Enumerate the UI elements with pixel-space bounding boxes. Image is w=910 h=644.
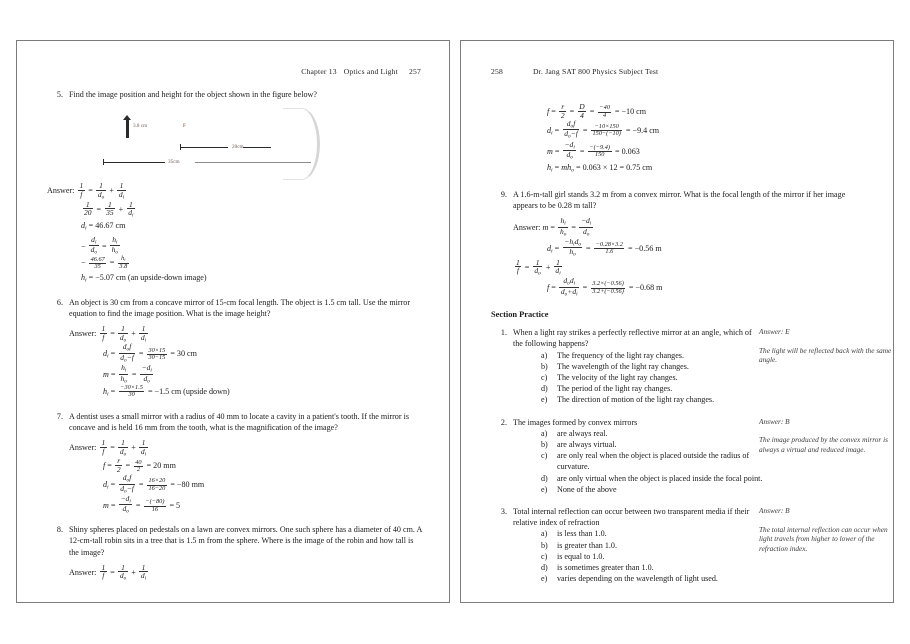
choice-text: are only virtual when the object is placed inside the focal point. [557, 473, 763, 483]
problem-stem: A 1.6-m-tall girl stands 3.2 m from a convex mirror. What is the focal length of the mirror if her image appears to be 0.28 m tall? [513, 189, 846, 210]
choice-option[interactable] [541, 484, 763, 495]
margin-answer [759, 506, 894, 553]
choice-option[interactable] [541, 361, 763, 372]
math-line: $d_i$ = $\frac{-h_id_o}{h_o}$ = $\frac{-0.28\times 3.2}{1.6}$ = −0.56 m [547, 236, 662, 258]
mirror-arc-shape [283, 108, 320, 180]
choice-text: varies depending on the wavelength of light used. [557, 574, 718, 584]
choice-text: The frequency of the light ray changes. [557, 350, 684, 360]
problem-number: 6. [56, 297, 63, 307]
left-page-body [47, 89, 425, 582]
answer-explanation: The light will be reflected back with the same angle. [759, 345, 892, 365]
choice-letter: d) [541, 563, 548, 573]
problem-stem: A dentist uses a small mirror with a radius of 40 mm to locate a cavity in a patient's tooth. If the mirror is concave and is held 16 mm from the tooth, what is the magnification of the image? [69, 411, 409, 432]
choice-text: The velocity of the light ray changes. [557, 373, 678, 382]
problem-number: 5. [56, 90, 63, 99]
math-line: Answer: m = $\frac{h_i}{h_o}$ = $\frac{-d_i}{d_o}$ [513, 216, 592, 238]
choice-option[interactable] [541, 528, 763, 539]
object-distance-line [103, 162, 165, 163]
choice-option[interactable] [541, 350, 763, 361]
page-number-right: 258 [491, 67, 503, 76]
answer-key: Answer: B [759, 416, 790, 426]
choice-letter: a) [541, 428, 548, 438]
problem-8-solution [47, 564, 425, 582]
choice-option[interactable] [541, 473, 763, 484]
problem-6-solution [47, 325, 425, 402]
choice-text: The period of the light ray changes. [557, 384, 673, 394]
problem-9-solution [491, 217, 869, 297]
math-line: $\frac{1}{20}$ = $\frac{1}{35}$ + $\frac{1}{d_i}$ [84, 199, 134, 219]
focal-distance-line [180, 147, 228, 148]
choice-list [513, 350, 763, 406]
continued-solution-problem-8 [491, 103, 869, 178]
choice-option[interactable] [541, 551, 763, 562]
math-line: Answer: $\frac{1}{f}$ = $\frac{1}{d_o}$ + $\frac{1}{d_i}$ [69, 562, 147, 582]
math-line: m = $\frac{h_i}{h_o}$ = $\frac{-d_i}{d_o}$ [103, 363, 152, 385]
running-head-right [491, 67, 658, 76]
page-number-left: 257 [409, 67, 421, 76]
choice-letter: b) [541, 440, 548, 450]
page-left [16, 40, 450, 603]
math-line: Answer: $\frac{1}{f}$ = $\frac{1}{d_o}$ + $\frac{1}{d_i}$ [69, 437, 147, 457]
practice-question-1 [491, 327, 892, 405]
problem-7 [47, 411, 425, 433]
choice-text: is less than 1.0. [557, 529, 607, 539]
math-line: m = $\frac{-d_i}{d_o}$ = $\frac{-(-9.4)}{150}$ = 0.063 [547, 139, 640, 161]
problem-9 [491, 189, 869, 211]
figure-label-object-height: 3.8 cm [133, 123, 148, 130]
choice-list [513, 528, 763, 584]
choice-list [513, 428, 763, 495]
choice-letter: d) [541, 384, 548, 394]
problem-number: 9. [500, 189, 507, 199]
choice-option[interactable] [541, 439, 763, 450]
math-line: $d_i = 46.67$ cm [81, 220, 126, 232]
principal-axis-line [195, 162, 311, 163]
math-line: f = $\frac{r}{2}$ = $\frac{40}{2}$ = 20 mm [103, 456, 176, 474]
problem-8 [47, 524, 425, 558]
question-number: 1. [500, 328, 507, 338]
answer-key: Answer: B [759, 506, 790, 516]
section-heading: Section Practice [491, 310, 549, 320]
running-head-chapter: Chapter 13 [301, 67, 337, 76]
problem-6 [47, 297, 425, 319]
choice-option[interactable] [541, 372, 763, 383]
choice-letter: c) [541, 551, 548, 561]
choice-text: are only real when the object is placed outside the radius of curvature. [557, 451, 750, 472]
choice-text: The wavelength of the light ray changes. [557, 361, 689, 371]
choice-text: The direction of motion of the light ray changes. [557, 395, 715, 405]
object-tick-mark [103, 159, 104, 165]
choice-option[interactable] [541, 394, 763, 405]
choice-text: is equal to 1.0. [557, 551, 605, 561]
running-head-book-title: Dr. Jang SAT 800 Physics Subject Test [533, 67, 659, 76]
choice-text: is greater than 1.0. [557, 540, 618, 550]
choice-letter: e) [541, 484, 548, 494]
figure-label-focal-point: F [183, 123, 186, 130]
running-head-title: Optics and Light [343, 67, 398, 76]
problem-stem: An object is 30 cm from a concave mirror of 15-cm focal length. The object is 1.5 cm tall. Use the mirror equation to find the image position. What is the image height? [69, 297, 411, 318]
problem-stem: Shiny spheres placed on pedestals on a lawn are convex mirrors. One such sphere has a diameter of 40 cm. A 12-cm-tall robin sits in a tree that is 1.5 m from the sphere. Where is the image of the robin and how tall is the image? [69, 525, 422, 557]
answer-key: Answer: E [759, 327, 790, 337]
focal-tick-mark [180, 144, 181, 150]
choice-option[interactable] [541, 562, 763, 573]
problem-5-solution [47, 182, 425, 287]
question-body [491, 417, 763, 495]
choice-letter: e) [541, 574, 548, 584]
math-line: $h_i = mh_o = 0.063 \times 12 = 0.75$ cm [547, 162, 653, 174]
focal-distance-line-right [243, 147, 271, 148]
math-line: Answer: $\frac{1}{f}$ = $\frac{1}{d_o}$ + $\frac{1}{d_i}$ [47, 181, 125, 201]
problem-7-solution [47, 439, 425, 515]
right-page-body [491, 89, 892, 595]
margin-answer [759, 327, 894, 365]
page-right [460, 40, 894, 603]
question-text: When a light ray strikes a perfectly reflective mirror at an angle, which of the following happens? [513, 328, 752, 349]
choice-option[interactable] [541, 383, 763, 394]
object-arrow-icon [126, 119, 129, 138]
math-line: − $\frac{46.67}{35}$ = $\frac{h_i}{3.8}$ [81, 255, 128, 270]
choice-letter: c) [541, 373, 548, 382]
question-number: 2. [500, 417, 507, 427]
choice-text: are always virtual. [557, 440, 617, 450]
practice-question-3 [491, 506, 888, 584]
choice-letter: a) [541, 350, 548, 360]
question-number: 3. [500, 507, 507, 517]
math-line: $d_i$ = $\frac{d_of}{d_o-f}$ = $\frac{16\times 20}{16-20}$ = −80 mm [103, 472, 205, 494]
practice-question-2 [491, 416, 888, 495]
figure-label-object-distance: 35cm [168, 158, 180, 165]
math-line: $h_i$ = $\frac{-30\times 1.5}{30}$ = −1.5 cm (upside down) [103, 384, 230, 399]
question-text: The images formed by convex mirrors [513, 417, 638, 427]
margin-answer [759, 417, 894, 455]
choice-option[interactable] [541, 428, 763, 439]
math-line: $d_i$ = $\frac{d_of}{d_o-f}$ = $\frac{-10\times 150}{150-(-10)}$ = −9.4 cm [547, 118, 660, 140]
choice-text: None of the above [557, 484, 617, 494]
problem-number: 7. [56, 411, 63, 421]
choice-letter: b) [541, 540, 548, 550]
choice-letter: c) [541, 451, 548, 461]
choice-letter: a) [541, 529, 548, 539]
choice-letter: b) [541, 361, 548, 371]
math-line: $h_i = -5.07$ cm (an upside-down image) [81, 272, 207, 284]
choice-letter: d) [541, 473, 548, 483]
math-line: f = $\frac{d_od_i}{d_o+d_i}$ = $\frac{3.2\times(-0.56)}{3.2+(-0.56)}$ = −0.68 m [547, 275, 663, 297]
math-line: Answer: $\frac{1}{f}$ = $\frac{1}{d_o}$ + $\frac{1}{d_i}$ [69, 323, 147, 343]
math-line: m = $\frac{-d_i}{d_o}$ = $\frac{-(-80)}{16}$ = 5 [103, 493, 181, 515]
math-line: f = $\frac{r}{2}$ = $\frac{D}{4}$ = $\frac{-40}{4}$ = −10 cm [547, 102, 647, 120]
choice-letter: e) [541, 395, 548, 405]
running-head-left [301, 67, 421, 76]
answer-explanation: The total internal reflection can occur when light travels from higher to lower of the refraction index. [759, 524, 888, 553]
problem-5 [47, 89, 425, 100]
answer-explanation: The image produced by the convex mirror is always a virtual and reduced image. [759, 435, 888, 454]
choice-text: are always real. [557, 428, 608, 438]
choice-option[interactable] [541, 450, 763, 472]
figure-label-focal-distance: 20cm [232, 143, 244, 150]
choice-option[interactable] [541, 573, 763, 584]
problem-number: 8. [56, 525, 63, 535]
choice-option[interactable] [541, 540, 763, 551]
figure-concave-mirror [47, 106, 425, 178]
choice-text: is sometimes greater than 1.0. [557, 563, 654, 573]
question-body [491, 327, 763, 405]
math-line: − $\frac{d_i}{d_o}$ = $\frac{h_i}{h_o}$ [81, 234, 119, 256]
question-text: Total internal reflection can occur between two transparent media if their relative index of refraction [513, 507, 750, 528]
math-line: $\frac{1}{f}$ = $\frac{1}{d_o}$ + $\frac{1}{d_i}$ [516, 257, 561, 277]
question-body [491, 506, 763, 584]
math-line: $d_i$ = $\frac{d_of}{d_o-f}$ = $\frac{30\times 15}{30-15}$ = 30 cm [103, 342, 197, 364]
problem-stem: Find the image position and height for the object shown in the figure below? [69, 90, 317, 99]
